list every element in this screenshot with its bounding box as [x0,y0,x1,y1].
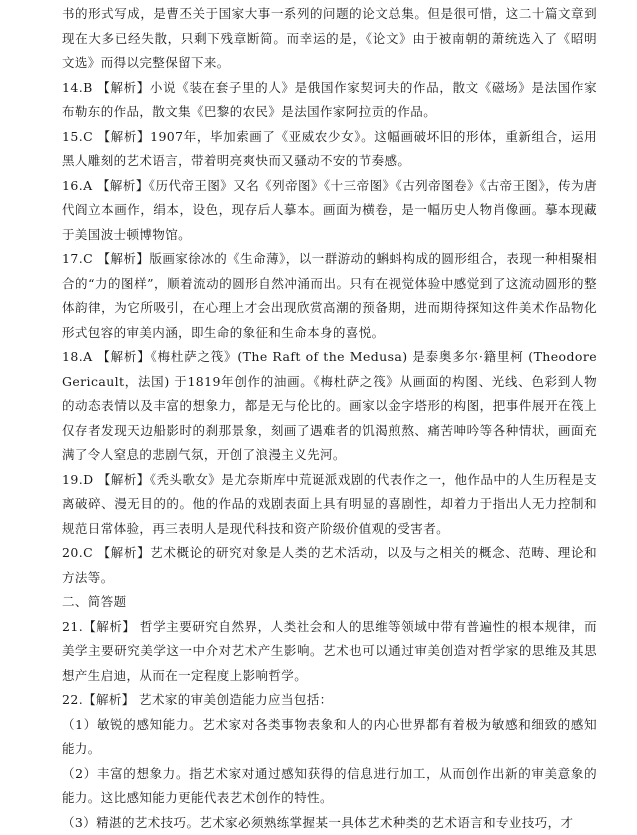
answer-22-item-1: （1）敏锐的感知能力。艺术家对各类事物表象和人的内心世界都有着极为敏感和细致的感知能力。 [62,713,597,762]
section-title-short-answer: 二、简答题 [62,590,597,615]
answer-22-item-3: （3）精湛的艺术技巧。艺术家必须熟练掌握某一具体艺术种类的艺术语言和专业技巧，才 [62,811,597,835]
answer-18: 18.A 【解析】《梅杜萨之筏》(The Raft of the Medusa) 是泰奥多尔·籍里柯 (Theodore Gericault，法国) 于1819年创作的油画。《梅杜萨之筏》从画面的构图、光线、色彩到人物的动态表情以及丰富的想象力，都是无与伦比的。画家以金字塔形的构图，把事件展开在筏上仅存者发现天边船影时的刹那景象，刻画了遇难者的饥渴煎熬、痛苦呻吟等各种情状，画面充满了令人窒息的悲剧气氛，开创了浪漫主义先河。 [62,345,597,468]
answer-21: 21.【解析】 哲学主要研究自然界，人类社会和人的思维等领域中带有普遍性的根本规律，而美学主要研究美学这一中介对艺术产生影响。艺术也可以通过审美创造对哲学家的思维及其思想产生启迪，从而在一定程度上影响哲学。 [62,615,597,689]
answer-22-item-2: （2）丰富的想象力。指艺术家对通过感知获得的信息进行加工，从而创作出新的审美意象的能力。这比感知能力更能代表艺术创作的特性。 [62,762,597,811]
answer-20: 20.C 【解析】艺术概论的研究对象是人类的艺术活动，以及与之相关的概念、范畴、理论和方法等。 [62,541,597,590]
answer-22: 22.【解析】 艺术家的审美创造能力应当包括： [62,688,597,713]
answer-16: 16.A 【解析】《历代帝王图》又名《列帝图》《十三帝图》《古列帝图卷》《古帝王图》，传为唐代阎立本画作，绢本，设色，现存后人摹本。画面为横卷，是一幅历史人物肖像画。摹本现藏于美国波士顿博物馆。 [62,174,597,248]
answer-15: 15.C 【解析】1907年，毕加索画了《亚威农少女》。这幅画破坏旧的形体，重新组合，运用黑人雕刻的艺术语言，带着明亮爽快而又骚动不安的节奏感。 [62,125,597,174]
answer-14: 14.B 【解析】小说《装在套子里的人》是俄国作家契诃夫的作品，散文《磁场》是法国作家布勒东的作品，散文集《巴黎的农民》是法国作家阿拉贡的作品。 [62,76,597,125]
answer-17: 17.C 【解析】版画家徐冰的《生命薄》，以一群游动的蝌蚪构成的圆形组合，表现一种相聚相合的“力的图样”，顺着流动的圆形自然冲涌而出。只有在视觉体验中感觉到了这流动圆形的整体韵律，为它所吸引，在心理上才会出现欣赏高潮的预备期，进而期待探知这件美术作品物化形式包容的审美内涵，即生命的象征和生命本身的喜悦。 [62,247,597,345]
answer-19: 19.D 【解析】《秃头歌女》是尤奈斯库中荒诞派戏剧的代表作之一，他作品中的人生历程是支离破碎、漫无目的的。他的作品的戏剧表面上具有明显的喜剧性，却着力于指出人无力控制和规范日常体验，再三表明人是现代科技和资产阶级价值观的受害者。 [62,468,597,542]
intro-continued-paragraph: 书的形式写成，是曹丕关于国家大事一系列的问题的论文总集。但是很可惜，这二十篇文章到现在大多已经失散，只剩下残章断简。而幸运的是，《论文》由于被南朝的萧统选入了《昭明文选》而得以完整保留下来。 [62,2,597,76]
